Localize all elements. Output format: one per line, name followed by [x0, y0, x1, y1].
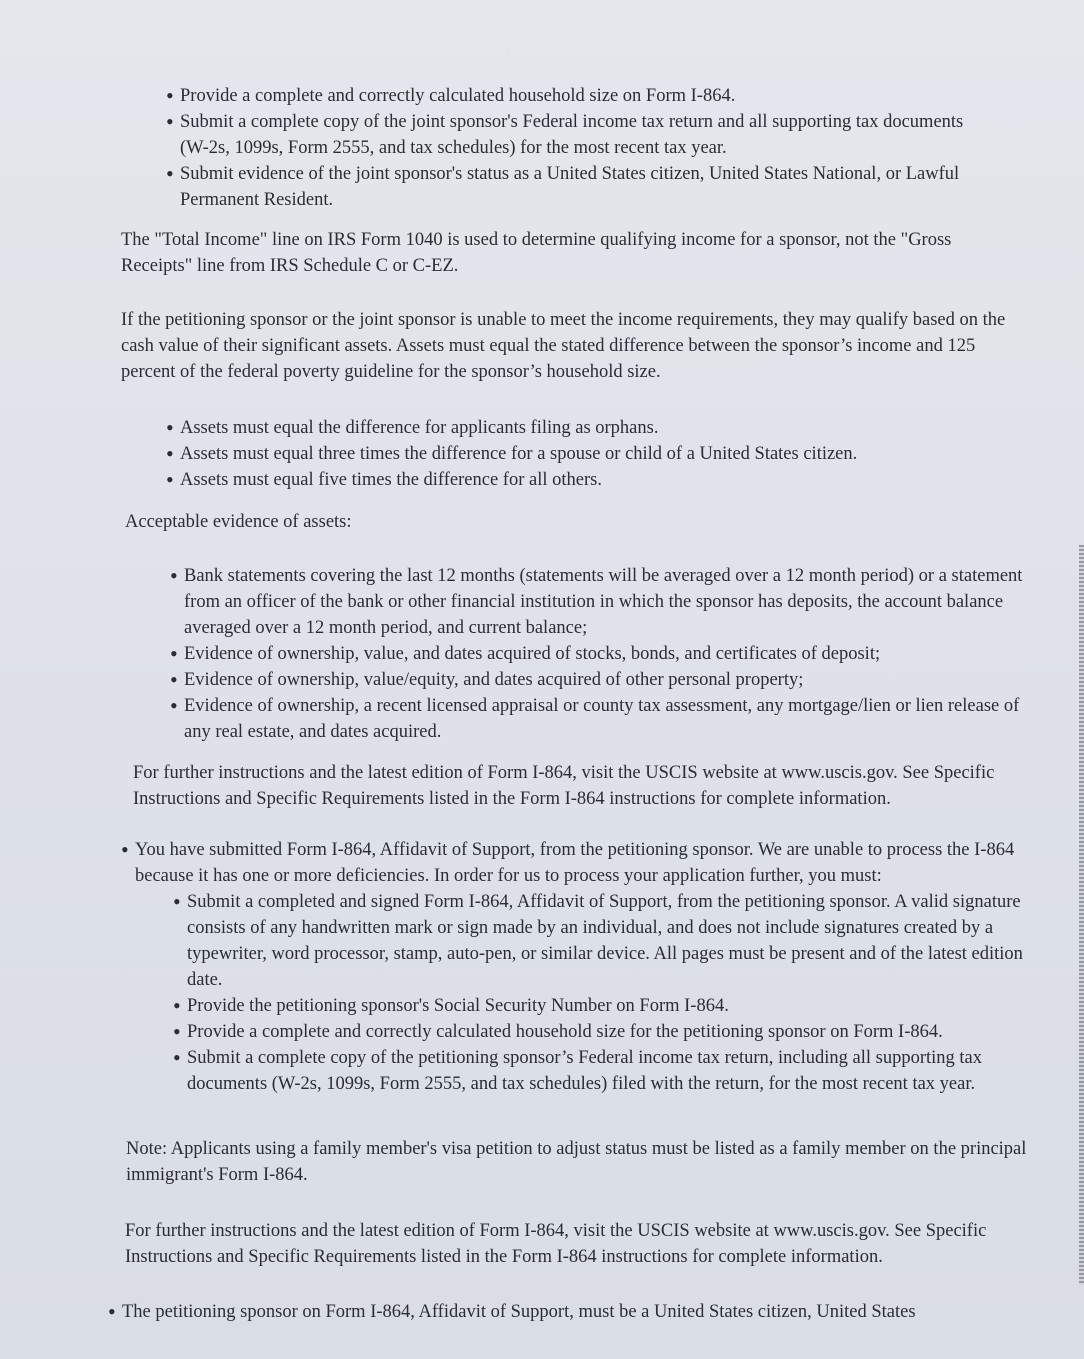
list-item: • Evidence of ownership, value, and dates acquired of stocks, bonds, and certificates of deposit;	[170, 641, 1050, 667]
petitioning-sponsor-section	[121, 837, 1046, 1097]
total-income-note: The "Total Income" line on IRS Form 1040 is used to determine qualifying income for a sponsor, not the "Gross Receipts" line from IRS Schedule C or C-EZ.	[121, 230, 952, 276]
evidence-heading: Acceptable evidence of assets:	[125, 512, 352, 532]
list-item: • Assets must equal the difference for applicants filing as orphans.	[166, 415, 1026, 441]
list-item: • Evidence of ownership, value/equity, and dates acquired of other personal property;	[170, 667, 1050, 693]
list-item: • Bank statements covering the last 12 months (statements will be averaged over a 12 month period) or a statement from an officer of the bank or other financial institution in which the sponsor has deposits, the account balance averaged over a 12 month period, and current balance;	[170, 563, 1050, 641]
page-edge-shadow	[1079, 545, 1084, 1285]
list-item	[121, 837, 1046, 1097]
list-item: • Provide the petitioning sponsor's Social Security Number on Form I-864.	[173, 993, 1053, 1019]
list-item: • Evidence of ownership, a recent licensed appraisal or county tax assessment, any mortgage/lien or lien release of any real estate, and dates acquired.	[170, 693, 1050, 745]
family-member-note: Note: Applicants using a family member's visa petition to adjust status must be listed as a family member on the principal immigrant's Form I-864.	[126, 1139, 1027, 1185]
petitioning-sponsor-intro: You have submitted Form I-864, Affidavit of Support, from the petitioning sponsor. We are unable to process the I-864 because it has one or more deficiencies. In order for us to process your application further, you must:	[135, 840, 1015, 886]
petitioning-sponsor-sublist	[173, 889, 1053, 1097]
citizenship-requirement-list	[108, 1299, 1068, 1325]
list-item: • Assets must equal five times the difference for all others.	[166, 467, 1026, 493]
joint-sponsor-requirements-list	[166, 83, 996, 213]
evidence-of-assets-list	[170, 563, 1050, 745]
assets-requirements-list	[166, 415, 1026, 493]
further-instructions-2: For further instructions and the latest edition of Form I-864, visit the USCIS website at www.uscis.gov. See Specific Instructions and Specific Requirements listed in the Form I-864 instructions for complete information.	[125, 1221, 987, 1267]
list-item: • Submit a complete copy of the joint sponsor's Federal income tax return and all supporting tax documents (W-2s, 1099s, Form 2555, and tax schedules) for the most recent tax year.	[166, 109, 996, 161]
list-item: • Submit a complete copy of the petitioning sponsor’s Federal income tax return, including all supporting tax documents (W-2s, 1099s, Form 2555, and tax schedules) filed with the return, for the most recent tax year.	[173, 1045, 1053, 1097]
further-instructions-1: For further instructions and the latest edition of Form I-864, visit the USCIS website at www.uscis.gov. See Specific Instructions and Specific Requirements listed in the Form I-864 instructions for complete information.	[133, 763, 995, 809]
list-item: • Provide a complete and correctly calculated household size on Form I-864.	[166, 83, 996, 109]
list-item: • Submit evidence of the joint sponsor's status as a United States citizen, United States National, or Lawful Permanent Resident.	[166, 161, 996, 213]
list-item: • Provide a complete and correctly calculated household size for the petitioning sponsor on Form I-864.	[173, 1019, 1053, 1045]
list-item: • Submit a completed and signed Form I-864, Affidavit of Support, from the petitioning sponsor. A valid signature consists of any handwritten mark or sign made by an individual, and does not include signatures created by a typewriter, word processor, stamp, auto-pen, or similar device. All pages must be present and of the latest edition date.	[173, 889, 1053, 993]
assets-intro-paragraph: If the petitioning sponsor or the joint sponsor is unable to meet the income requirements, they may qualify based on the cash value of their significant assets. Assets must equal the stated difference between the sponsor’s income and 125 percent of the federal poverty guideline for the sponsor’s household size.	[121, 310, 1006, 382]
list-item: • Assets must equal three times the difference for a spouse or child of a United States citizen.	[166, 441, 1026, 467]
list-item: • The petitioning sponsor on Form I-864, Affidavit of Support, must be a United States citizen, United States	[108, 1299, 1068, 1325]
